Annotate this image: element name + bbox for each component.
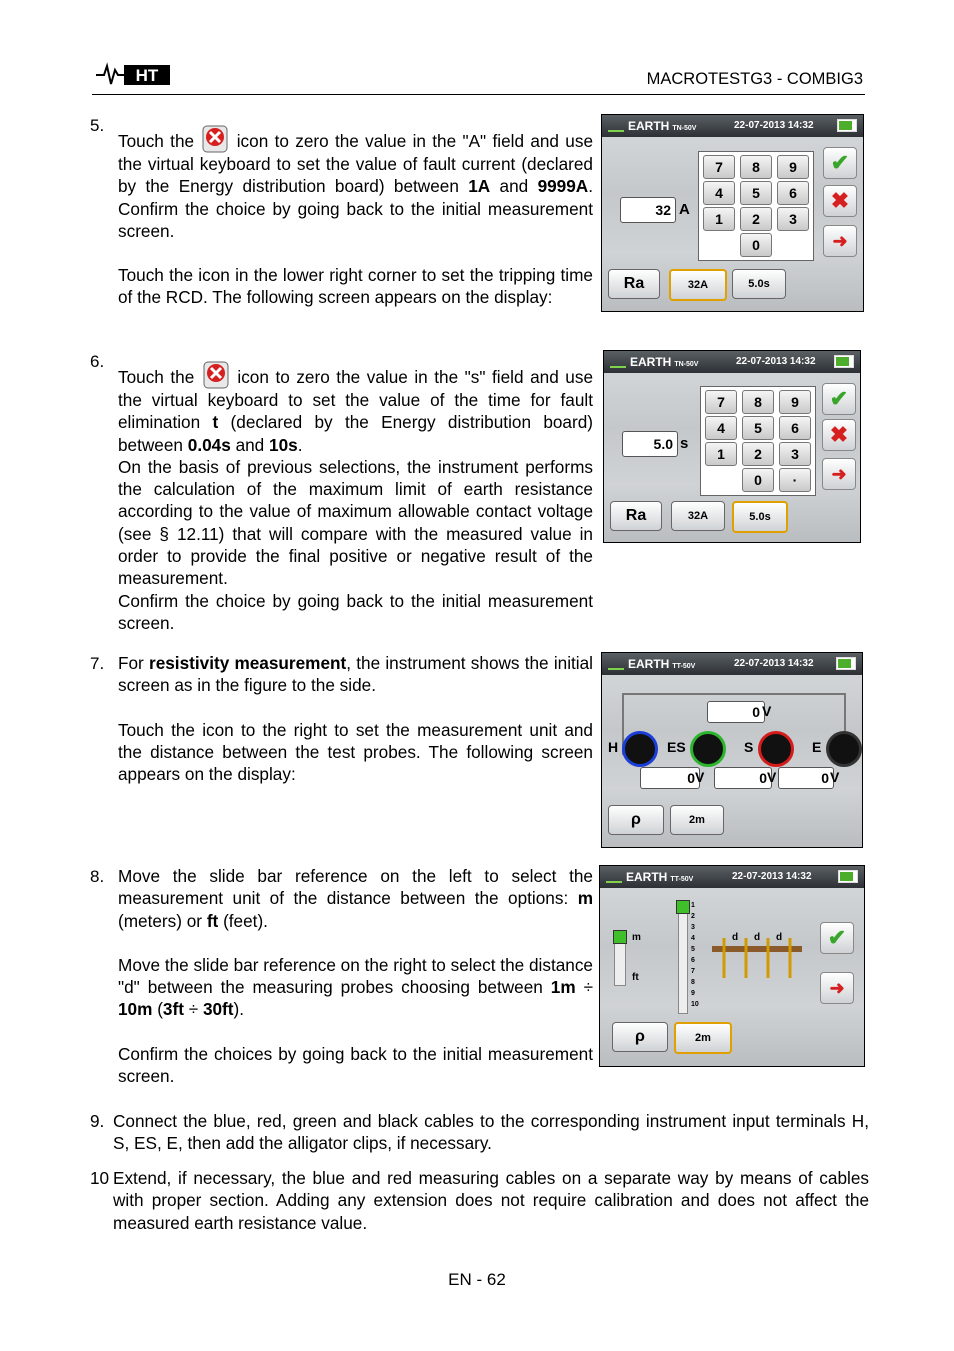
cancel-x-icon[interactable]: ✖ xyxy=(822,419,856,451)
page-number: EN - 62 xyxy=(448,1270,506,1289)
exit-icon[interactable]: ➜ xyxy=(820,972,854,1004)
document-title: MACROTESTG3 - COMBIG3 xyxy=(646,70,863,88)
screen-earth-time: EARTH TN-50V 22-07-2013 14:32 7 8 9 4 5 6 1 2 3 0 · 5.0 s ✔ ✖ ➜ Ra 32A 5.0s xyxy=(603,350,861,543)
key[interactable]: 0 xyxy=(742,468,774,492)
voltage-field: 0 xyxy=(640,767,700,789)
key[interactable]: 4 xyxy=(705,416,737,440)
confirm-check-icon[interactable]: ✔ xyxy=(820,922,854,954)
exit-icon[interactable]: ➜ xyxy=(823,225,857,257)
step-10-text: Extend, if necessary, the blue and red measuring cables on a separate way by means of cables with proper section. Adding any extension does not require calibration and does not affect the measured earth resistance value. xyxy=(113,1168,869,1233)
rho-button[interactable]: ρ xyxy=(612,1022,668,1052)
confirm-check-icon[interactable]: ✔ xyxy=(822,383,856,415)
distance-tick: 8 xyxy=(691,979,695,986)
key[interactable]: 4 xyxy=(703,181,735,205)
distance-button[interactable]: 2m xyxy=(674,1022,732,1054)
delete-icon xyxy=(202,125,228,153)
svg-text:d: d xyxy=(775,932,783,943)
screen-distance-setup: EARTH TT-50V 22-07-2013 14:32 m ft 1 2 3 4 5 6 7 8 9 10 d d d ✔ ➜ ρ 2m xyxy=(599,865,865,1067)
key[interactable]: 7 xyxy=(703,155,735,179)
unit-label: s xyxy=(680,435,689,452)
battery-icon xyxy=(836,657,856,670)
rho-button[interactable]: ρ xyxy=(608,805,664,835)
probe-s-terminal xyxy=(758,731,794,767)
time-button[interactable]: 5.0s xyxy=(732,501,788,533)
virtual-keyboard xyxy=(700,386,816,496)
unit-label: V xyxy=(762,703,772,719)
distance-tick: 6 xyxy=(691,957,695,964)
voltage-field: 0 xyxy=(707,701,765,723)
step-5-text: Touch the icon to zero the value in the "A" field and use the virtual keyboard to set the value of fault current (declared by the Energy distribution board) between 1A and 9999A. Confirm the choice by going back to the initial measurement screen. Touch the icon in the lower right corner to set the tripping time of the RCD. The following screen appears on the display: xyxy=(118,125,593,309)
distance-tick: 1 xyxy=(691,902,695,909)
screen-earth-current: EARTH TN-50V 22-07-2013 14:32 7 8 9 4 5 6 1 2 3 0 32 A ✔ ✖ ➜ Ra 32A 5.0s xyxy=(601,114,864,312)
exit-icon[interactable]: ➜ xyxy=(822,458,856,490)
screen-resistivity: EARTH TT-50V 22-07-2013 14:32 0 V H ES S E 0 V 0 V 0 V ρ 2m xyxy=(601,652,863,848)
key[interactable]: 3 xyxy=(779,442,811,466)
probe-e-terminal xyxy=(826,731,862,767)
key[interactable]: 5 xyxy=(742,416,774,440)
key[interactable]: 5 xyxy=(740,181,772,205)
probe-label: E xyxy=(812,739,822,755)
step-number: 7. xyxy=(90,654,105,673)
svg-text:d: d xyxy=(731,932,739,943)
probe-h-terminal xyxy=(622,731,658,767)
key[interactable]: 1 xyxy=(703,207,735,231)
probe-spacing-diagram xyxy=(712,930,802,984)
key[interactable]: 2 xyxy=(742,442,774,466)
key[interactable]: 8 xyxy=(740,155,772,179)
delete-icon xyxy=(203,361,229,389)
key[interactable]: 3 xyxy=(777,207,809,231)
value-field[interactable]: 5.0 xyxy=(622,431,678,457)
unit-slider-handle[interactable] xyxy=(613,930,627,944)
distance-slider-track[interactable] xyxy=(678,902,688,1014)
step-number: 10 xyxy=(90,1168,110,1188)
svg-text:HT: HT xyxy=(135,66,159,85)
probe-es-terminal xyxy=(690,731,726,767)
unit-option-m[interactable]: m xyxy=(632,932,641,943)
key[interactable]: 9 xyxy=(779,390,811,414)
battery-icon xyxy=(834,355,854,368)
confirm-check-icon[interactable]: ✔ xyxy=(823,147,857,179)
unit-option-ft[interactable]: ft xyxy=(632,972,639,983)
step-7-text: For resistivity measurement, the instrument shows the initial screen as in the figure to the side. Touch the icon to the right to set the measurement unit and the distance between the test probes. The following screen appears on the display: xyxy=(118,653,593,785)
key[interactable]: 9 xyxy=(777,155,809,179)
unit-label: V xyxy=(695,769,705,785)
distance-tick: 2 xyxy=(691,913,695,920)
battery-icon xyxy=(837,119,857,132)
step-6-text: Touch the icon to zero the value in the "s" field and use the virtual keyboard to set the value of the time for fault elimination t (declared by the Energy distribution board) between 0.04s and 10s. On the basis of previous selections, the instrument performs the calculation of the maximum limit of earth resistance according to the value of maximum allowable contact voltage (see § 12.11) that will compare with the measured value in order to provide the final positive or negative result of the measurement. Confirm the choice by going back to the initial measurement screen. xyxy=(118,361,593,634)
unit-label: A xyxy=(679,201,690,218)
key[interactable]: 2 xyxy=(740,207,772,231)
step-number: 6. xyxy=(90,352,105,371)
virtual-keyboard xyxy=(698,151,814,261)
step-number: 5. xyxy=(90,116,105,135)
unit-label: V xyxy=(767,769,777,785)
key[interactable]: 6 xyxy=(777,181,809,205)
key[interactable]: 7 xyxy=(705,390,737,414)
key[interactable]: 1 xyxy=(705,442,737,466)
cancel-x-icon[interactable]: ✖ xyxy=(823,185,857,217)
probe-label: S xyxy=(744,739,754,755)
page-header xyxy=(92,58,865,95)
probe-label: H xyxy=(608,739,619,755)
current-button[interactable]: 32A xyxy=(669,269,727,301)
distance-tick: 9 xyxy=(691,990,695,997)
battery-icon xyxy=(838,870,858,883)
step-number: 9. xyxy=(90,1111,105,1131)
key[interactable]: 0 xyxy=(740,233,772,257)
key[interactable]: 6 xyxy=(779,416,811,440)
probe-label: ES xyxy=(667,739,686,755)
distance-button[interactable]: 2m xyxy=(670,805,724,835)
distance-tick: 3 xyxy=(691,924,695,931)
ra-button[interactable]: Ra xyxy=(610,501,662,531)
step-number: 8. xyxy=(90,867,105,886)
ht-logo-icon xyxy=(94,62,174,88)
distance-tick: 4 xyxy=(691,935,695,942)
voltage-field: 0 xyxy=(778,767,834,789)
time-button[interactable]: 5.0s xyxy=(732,269,786,299)
value-field[interactable]: 32 xyxy=(620,197,676,223)
distance-tick: 5 xyxy=(691,946,695,953)
key[interactable]: 8 xyxy=(742,390,774,414)
step-8-text: Move the slide bar reference on the left to select the measurement unit of the distance between the options: m (meters) or ft (feet). Move the slide bar reference on the right to select the distance "d" between the measuring probes choosing between 1m ÷ 10m (3ft ÷ 30ft). Confirm the choices by going back to the initial measurement screen. xyxy=(118,866,593,1087)
key[interactable]: · xyxy=(779,468,811,492)
svg-text:d: d xyxy=(753,932,761,943)
distance-tick: 10 xyxy=(691,1001,699,1008)
current-button[interactable]: 32A xyxy=(671,501,725,531)
step-9-text: Connect the blue, red, green and black cables to the corresponding instrument input terminals H, S, ES, E, then add the alligator clips, if necessary. xyxy=(113,1111,869,1154)
ra-button[interactable]: Ra xyxy=(608,269,660,299)
distance-tick: 7 xyxy=(691,968,695,975)
unit-label: V xyxy=(830,769,840,785)
distance-slider-handle[interactable] xyxy=(676,900,690,914)
voltage-field: 0 xyxy=(714,767,772,789)
